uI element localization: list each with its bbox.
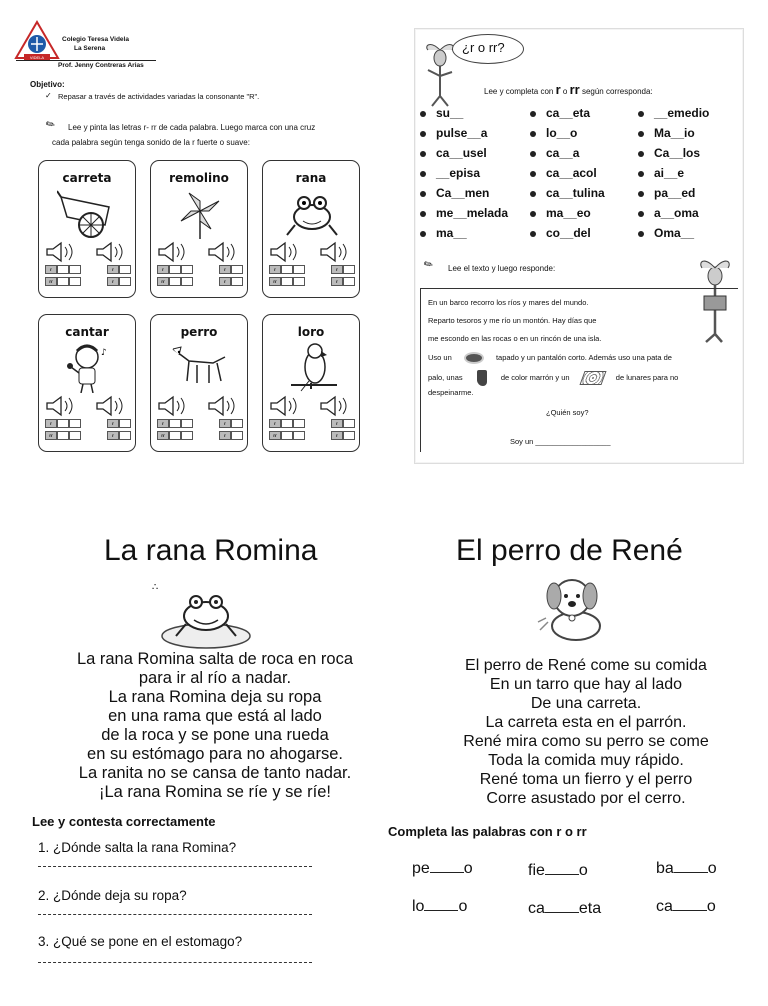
poem-line: ¡La rana Romina se ríe y se ríe! (98, 783, 331, 801)
blank-field[interactable] (430, 872, 464, 873)
school-city: La Serena (74, 45, 106, 52)
word-item: ca__acol (530, 166, 605, 186)
marking-box[interactable]: r (219, 419, 231, 428)
marking-box[interactable] (119, 419, 131, 428)
marking-box[interactable]: r (45, 265, 57, 274)
perro-poem (426, 656, 746, 808)
loud-speaker-icon (157, 395, 191, 417)
word-item: lo__o (530, 126, 605, 146)
marking-box[interactable] (181, 431, 193, 440)
marking-box[interactable] (57, 431, 69, 440)
marking-box[interactable] (69, 431, 81, 440)
word-item: __episa (420, 166, 508, 186)
marking-box-group (45, 419, 81, 429)
poem-line: La rana Romina salta de roca en roca (76, 650, 354, 668)
marking-box-group (331, 277, 355, 287)
marking-box[interactable] (343, 431, 355, 440)
riddle-line-2: Reparto tesoros y me río un montón. Hay días que (428, 316, 597, 325)
rana-question-2: 2. ¿Dónde deja su ropa? (38, 888, 187, 903)
pinwheel-icon (169, 187, 231, 239)
pencil-icon: ✎ (43, 117, 58, 133)
marking-box[interactable]: r (331, 419, 343, 428)
marking-box[interactable] (293, 419, 305, 428)
svg-text:♪: ♪ (101, 348, 107, 358)
riddle-text: de color marrón y un (500, 372, 570, 382)
word-card-cantar (38, 314, 136, 452)
card-word: loro (297, 325, 325, 339)
marking-boxes (157, 431, 243, 441)
marking-boxes (157, 277, 243, 287)
marking-box[interactable]: rr (269, 277, 281, 286)
marking-boxes (269, 431, 355, 441)
poem-line: para ir al río a nadar. (138, 669, 292, 687)
riddle-line-1: En un barco recorro los ríos y mares del mundo. (428, 298, 589, 307)
riddle-text: de lunares para no (615, 372, 679, 382)
activity1-instruction-line1: Lee y pinta las letras r- rr de cada palabra. Luego marca con una cruz (68, 123, 316, 132)
marking-box[interactable] (281, 431, 293, 440)
word-item: ai__e (638, 166, 709, 186)
word-prefix: ca (528, 900, 545, 917)
marking-box[interactable] (119, 431, 131, 440)
word-suffix: o (578, 862, 588, 879)
word-item: ma__eo (530, 206, 605, 226)
marking-box[interactable]: r (157, 265, 169, 274)
poem-line: René mira como su perro se come (463, 733, 709, 750)
marking-box[interactable] (57, 265, 69, 274)
frog-icon (281, 187, 343, 239)
marking-box-group (157, 419, 193, 429)
riddle-question: ¿Quién soy? (546, 408, 589, 417)
singing-child-icon (57, 341, 119, 393)
word-suffix: eta (578, 900, 602, 917)
riddle-answer-line: Soy un __________________ (510, 437, 611, 446)
teacher-name: Prof. Jenny Contreras Arias (58, 62, 144, 69)
instruction-post: según corresponda: (581, 87, 653, 96)
activity2-instruction (484, 82, 653, 97)
poem-line: de la roca y se pone una rueda (101, 726, 329, 744)
poem-line: El perro de René come su comida (465, 657, 707, 674)
riddle-text: Uso un (428, 352, 452, 362)
word-item: co__del (530, 226, 605, 246)
word-item: Ca__men (420, 186, 508, 206)
objective-label: Objetivo: (30, 80, 65, 89)
activity3-instruction: Lee el texto y luego responde: (448, 264, 556, 273)
marking-box-group (107, 265, 131, 275)
marking-box[interactable] (343, 277, 355, 286)
marking-box[interactable] (181, 265, 193, 274)
marking-box[interactable] (281, 419, 293, 428)
poem-line: De una carreta. (530, 695, 642, 712)
marking-boxes (45, 419, 131, 429)
marking-box[interactable]: r (269, 265, 281, 274)
marking-box[interactable]: rr (157, 431, 169, 440)
rana-question-1: 1. ¿Dónde salta la rana Romina? (38, 840, 237, 855)
marking-box[interactable] (169, 431, 181, 440)
marking-box-group (219, 277, 243, 287)
marking-box[interactable] (69, 277, 81, 286)
complete-word-3 (656, 860, 717, 878)
marking-box-group (269, 419, 305, 429)
marking-boxes (269, 419, 355, 429)
marking-box[interactable] (119, 265, 131, 274)
poem-line: Toda la comida muy rápido. (488, 752, 684, 769)
marking-box-group (107, 419, 131, 429)
marking-box[interactable] (293, 265, 305, 274)
marking-box[interactable] (343, 419, 355, 428)
marking-box[interactable] (169, 277, 181, 286)
card-word: carreta (62, 171, 112, 185)
parrot-icon (281, 341, 343, 393)
marking-box[interactable] (169, 419, 181, 428)
pencil-icon: ✎ (421, 257, 436, 273)
marking-box[interactable] (281, 265, 293, 274)
answer-line[interactable] (38, 914, 312, 915)
word-item: a__oma (638, 206, 709, 226)
complete-title: Completa las palabras con r o rr (388, 824, 587, 839)
marking-box-group (219, 419, 243, 429)
word-item: pa__ed (638, 186, 709, 206)
marking-box[interactable] (231, 431, 243, 440)
loud-speaker-icon (157, 241, 191, 263)
scarf-icon (579, 371, 606, 385)
marking-box-group (45, 265, 81, 275)
card-word: rana (295, 171, 327, 185)
word-item: pulse__a (420, 126, 508, 146)
blank-field[interactable] (674, 872, 708, 873)
school-name: Colegio Teresa Videla (62, 36, 129, 43)
card-word: remolino (169, 171, 229, 185)
marking-box-group (331, 265, 355, 275)
complete-word-4 (412, 898, 467, 916)
word-item: __emedio (638, 106, 709, 126)
word-prefix: fie (528, 862, 545, 879)
word-item: ca__usel (420, 146, 508, 166)
marking-box[interactable] (69, 265, 81, 274)
loud-speaker-icon (269, 395, 303, 417)
loud-speaker-icon (269, 241, 303, 263)
marking-box-group (269, 431, 305, 441)
riddle-line-3: me escondo en las rocas o en un rincón de una isla. (428, 334, 602, 343)
word-column-2 (530, 106, 605, 246)
soft-speaker-icon (207, 395, 241, 417)
marking-boxes (157, 265, 243, 275)
marking-boxes (269, 277, 355, 287)
marking-box[interactable]: r (157, 419, 169, 428)
word-item: Ca__los (638, 146, 709, 166)
instruction-pre: Lee y completa con (484, 87, 554, 96)
poem-line: en una rama que está al lado (108, 707, 322, 725)
poem-line: La ranita no se cansa de tanto nadar. (78, 764, 352, 782)
puppy-icon (532, 570, 612, 646)
marking-box[interactable]: r (269, 419, 281, 428)
blank-field[interactable] (424, 910, 458, 911)
marking-box-group (45, 431, 81, 441)
marking-box[interactable] (169, 265, 181, 274)
poem-line: La carreta esta en el parrón. (485, 714, 687, 731)
word-card-remolino (150, 160, 248, 298)
word-prefix: ca (656, 898, 673, 915)
poem-line: En un tarro que hay al lado (489, 676, 683, 693)
school-logo-icon (14, 20, 60, 62)
word-prefix: pe (412, 860, 430, 877)
marking-box[interactable] (231, 265, 243, 274)
riddle-text: palo, unas (428, 372, 463, 382)
soft-speaker-icon (95, 395, 129, 417)
blank-field[interactable] (673, 910, 707, 911)
word-item: ca__tulina (530, 186, 605, 206)
check-icon: ✓ (45, 91, 52, 100)
marking-box[interactable]: r (107, 419, 119, 428)
marking-box[interactable] (57, 277, 69, 286)
poem-line: en su estómago para no ahogarse. (87, 745, 343, 763)
marking-box-group (157, 431, 193, 441)
word-card-loro (262, 314, 360, 452)
marking-box[interactable]: r (219, 431, 231, 440)
rana-poem (28, 650, 402, 802)
marking-box[interactable]: r (331, 277, 343, 286)
word-suffix: o (706, 898, 716, 915)
complete-word-1 (412, 860, 473, 878)
marking-box-group (269, 277, 305, 287)
speech-bubble-text: ¿r o rr? (462, 40, 505, 55)
marking-boxes (45, 265, 131, 275)
word-item: ma__ (420, 226, 508, 246)
marking-box[interactable]: rr (157, 277, 169, 286)
perro-title: El perro de René (456, 534, 683, 567)
word-prefix: lo (412, 898, 425, 915)
poem-line: Corre asustado por el cerro. (486, 790, 686, 807)
marking-boxes (157, 419, 243, 429)
instruction-o: o (562, 87, 568, 96)
marking-box-group (107, 277, 131, 287)
marking-box[interactable] (69, 419, 81, 428)
soft-speaker-icon (207, 241, 241, 263)
riddle-line-6: despeinarme. (428, 388, 474, 397)
word-suffix: o (707, 860, 717, 877)
poem-line: René toma un fierro y el perro (479, 771, 693, 788)
instruction-rr: rr (569, 82, 580, 97)
marking-box-group (331, 431, 355, 441)
marking-box-group (107, 431, 131, 441)
marking-box[interactable] (231, 419, 243, 428)
activity1-instruction-line2: cada palabra según tenga sonido de la r fuerte o suave: (52, 138, 250, 147)
marking-boxes (269, 265, 355, 275)
word-item: Ma__io (638, 126, 709, 146)
marking-box-group (157, 277, 193, 287)
word-column-1 (420, 106, 508, 246)
frog-on-leaf-icon (146, 576, 256, 652)
svg-text:∴: ∴ (152, 582, 159, 593)
marking-box[interactable] (57, 419, 69, 428)
marking-box[interactable]: r (331, 265, 343, 274)
header-divider (16, 60, 156, 61)
rana-title: La rana Romina (104, 534, 318, 567)
marking-box[interactable] (231, 277, 243, 286)
marking-box[interactable] (343, 265, 355, 274)
answer-line[interactable] (38, 962, 312, 963)
word-item: ca__a (530, 146, 605, 166)
marking-box[interactable] (181, 277, 193, 286)
word-item: Oma__ (638, 226, 709, 246)
marking-box[interactable]: rr (45, 431, 57, 440)
card-word: cantar (65, 325, 109, 339)
loud-speaker-icon (45, 241, 79, 263)
dog-icon (169, 341, 231, 393)
blank-field[interactable] (545, 874, 579, 875)
soft-speaker-icon (319, 241, 353, 263)
marking-box-group (331, 419, 355, 429)
soft-speaker-icon (319, 395, 353, 417)
marking-box[interactable]: rr (269, 431, 281, 440)
marking-box[interactable] (293, 431, 305, 440)
word-item: su__ (420, 106, 508, 126)
word-card-carreta (38, 160, 136, 298)
complete-word-6 (656, 898, 716, 916)
marking-box-group (219, 431, 243, 441)
word-column-3 (638, 106, 709, 246)
complete-word-5 (528, 900, 601, 918)
word-card-rana (262, 160, 360, 298)
boot-icon (477, 370, 487, 386)
logo-badge-text: VIDELA (29, 55, 45, 60)
marking-box[interactable] (281, 277, 293, 286)
word-suffix: o (463, 860, 473, 877)
word-item: me__melada (420, 206, 508, 226)
marking-box[interactable] (119, 277, 131, 286)
marking-boxes (45, 277, 131, 287)
marking-box[interactable] (293, 277, 305, 286)
instruction-r: r (555, 82, 561, 97)
answer-line[interactable] (38, 866, 312, 867)
word-suffix: o (458, 898, 468, 915)
word-item: ca__eta (530, 106, 605, 126)
marking-box[interactable]: rr (45, 277, 57, 286)
marking-box[interactable]: r (107, 277, 119, 286)
marking-box-group (157, 265, 193, 275)
poem-line: La rana Romina deja su ropa (108, 688, 322, 706)
eye-patch-icon (464, 352, 484, 364)
loud-speaker-icon (45, 395, 79, 417)
riddle-line-5 (428, 370, 678, 386)
marking-box-group (45, 277, 81, 287)
marking-box[interactable]: r (107, 431, 119, 440)
marking-box[interactable]: r (219, 277, 231, 286)
marking-box[interactable]: r (107, 265, 119, 274)
marking-box[interactable] (181, 419, 193, 428)
marking-box-group (269, 265, 305, 275)
complete-word-2 (528, 862, 588, 880)
word-prefix: ba (656, 860, 674, 877)
objective-text: Repasar a través de actividades variadas la consonante "R". (58, 92, 260, 101)
cart-icon (57, 187, 119, 239)
marking-box[interactable]: r (45, 419, 57, 428)
soft-speaker-icon (95, 241, 129, 263)
blank-field[interactable] (545, 912, 579, 913)
riddle-text: tapado y un pantalón corto. Además uso una pata de (495, 352, 672, 362)
riddle-line-4 (428, 352, 672, 364)
rana-questions-title: Lee y contesta correctamente (32, 814, 216, 829)
card-word: perro (180, 325, 218, 339)
marking-box[interactable]: r (331, 431, 343, 440)
word-card-perro (150, 314, 248, 452)
marking-box-group (219, 265, 243, 275)
marking-boxes (45, 431, 131, 441)
marking-box[interactable]: r (219, 265, 231, 274)
rana-question-3: 3. ¿Qué se pone en el estomago? (38, 934, 243, 949)
